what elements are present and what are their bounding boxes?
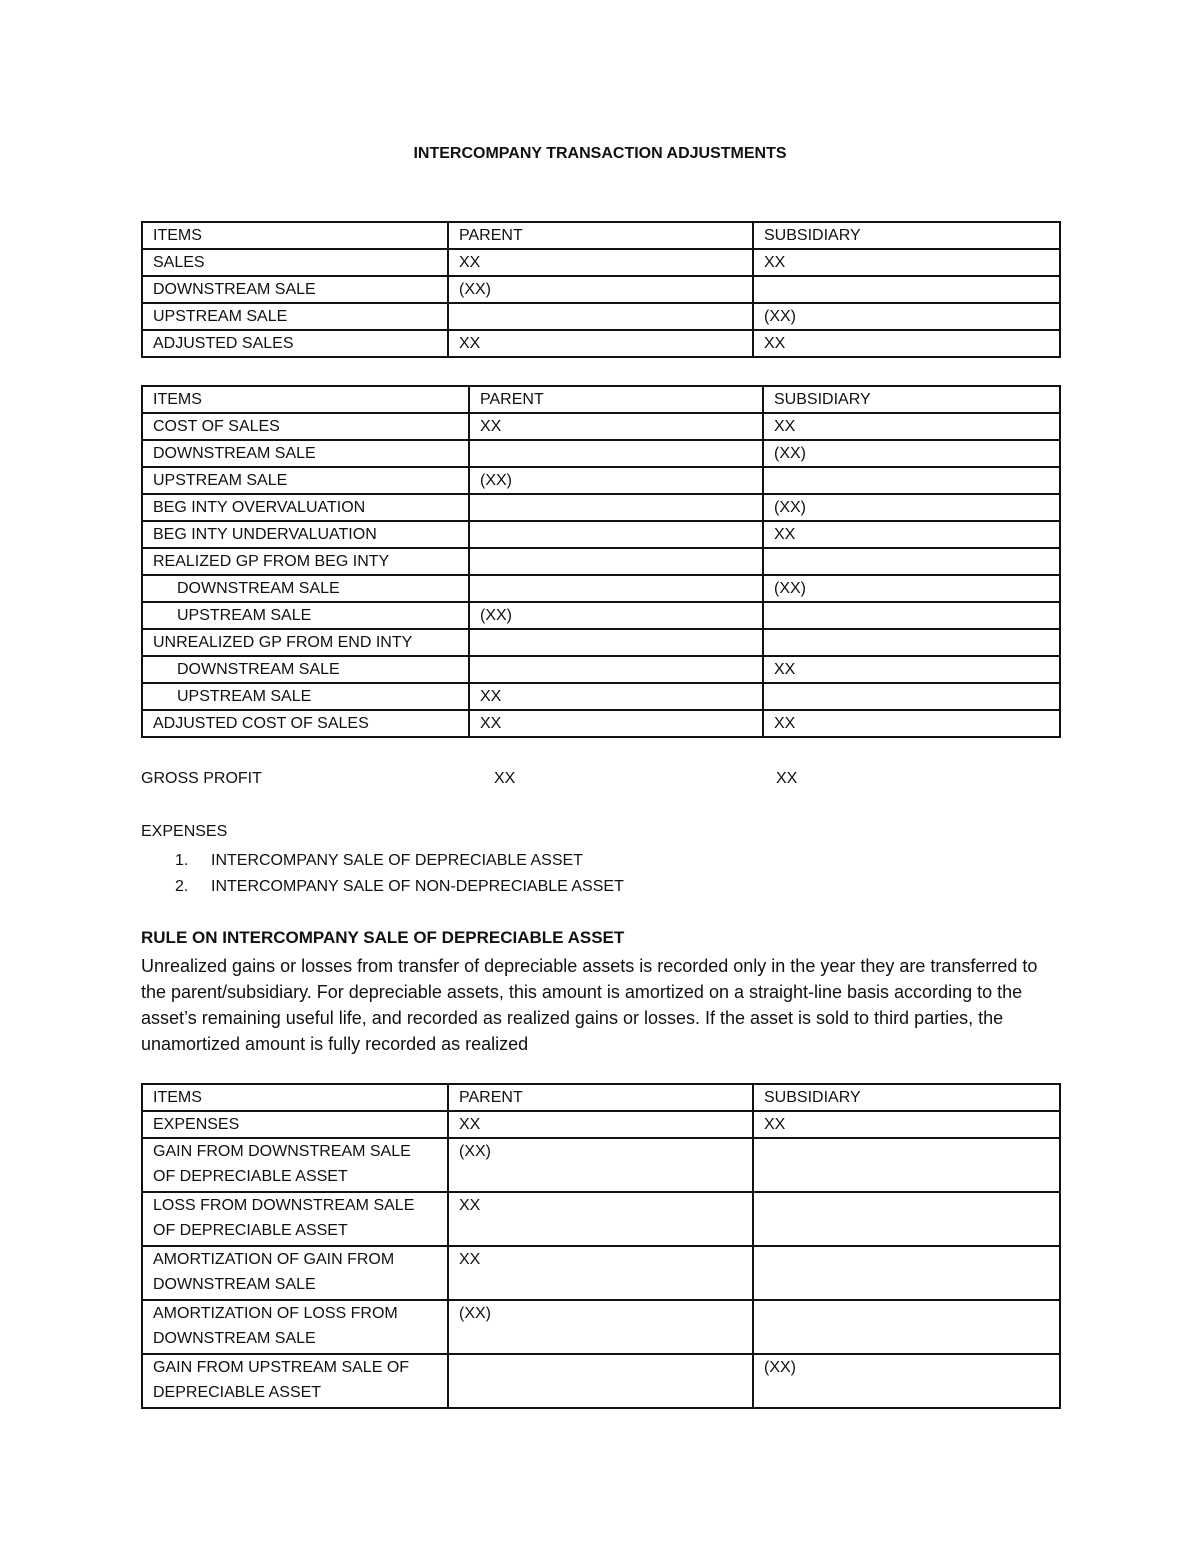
cell-subsidiary: [753, 276, 1060, 303]
rule-heading: RULE ON INTERCOMPANY SALE OF DEPRECIABLE ASSET: [141, 928, 625, 947]
cell-parent: (XX): [448, 1300, 753, 1354]
cell-subsidiary: [763, 629, 1060, 656]
table-row: [142, 249, 1060, 276]
sales-adjustment-table: [141, 221, 1061, 358]
cell-subsidiary: XX: [763, 413, 1060, 440]
cell-parent: XX: [448, 1192, 753, 1246]
cell-parent: (XX): [448, 1138, 753, 1192]
cell-parent: [448, 303, 753, 330]
header-items: ITEMS: [142, 1084, 448, 1111]
cell-subsidiary: [753, 1300, 1060, 1354]
header-subsidiary: SUBSIDIARY: [763, 386, 1060, 413]
cell-subsidiary: (XX): [763, 575, 1060, 602]
header-items: ITEMS: [142, 386, 469, 413]
table-row: [142, 330, 1060, 357]
table-row: [142, 1111, 1060, 1138]
table-row: [142, 683, 1060, 710]
cell-parent: [469, 494, 763, 521]
cell-item: DOWNSTREAM SALE: [142, 575, 469, 602]
table-row: [142, 494, 1060, 521]
cell-item: UPSTREAM SALE: [142, 467, 469, 494]
table-header-row: [142, 386, 1060, 413]
table-row: [142, 440, 1060, 467]
cell-subsidiary: [753, 1138, 1060, 1192]
cell-subsidiary: XX: [753, 249, 1060, 276]
cell-item: GAIN FROM DOWNSTREAM SALE OF DEPRECIABLE ASSET: [142, 1138, 448, 1192]
cell-item: REALIZED GP FROM BEG INTY: [142, 548, 469, 575]
cell-item: UPSTREAM SALE: [142, 683, 469, 710]
cell-parent: XX: [448, 330, 753, 357]
cell-parent: XX: [469, 413, 763, 440]
gross-profit-parent: XX: [494, 770, 516, 787]
cell-parent: [469, 548, 763, 575]
gross-profit-subsidiary: XX: [776, 770, 798, 787]
list-number: 1.: [175, 852, 189, 869]
cell-parent: [448, 1354, 753, 1408]
cell-subsidiary: [763, 602, 1060, 629]
table-row: [142, 548, 1060, 575]
cell-parent: (XX): [448, 276, 753, 303]
cell-item: COST OF SALES: [142, 413, 469, 440]
cell-parent: XX: [469, 683, 763, 710]
cell-item: UPSTREAM SALE: [142, 303, 448, 330]
table-row: [142, 575, 1060, 602]
document-title: INTERCOMPANY TRANSACTION ADJUSTMENTS: [413, 145, 787, 162]
cell-parent: [469, 440, 763, 467]
header-parent: PARENT: [448, 222, 753, 249]
cell-parent: XX: [448, 1111, 753, 1138]
list-item: [175, 848, 624, 874]
cell-subsidiary: [753, 1246, 1060, 1300]
cell-parent: XX: [448, 1246, 753, 1300]
cell-subsidiary: (XX): [753, 1354, 1060, 1408]
cell-parent: [469, 575, 763, 602]
cell-subsidiary: [763, 683, 1060, 710]
cell-parent: (XX): [469, 602, 763, 629]
cost-of-sales-adjustment-table: [141, 385, 1061, 738]
cell-subsidiary: XX: [763, 710, 1060, 737]
cell-item: ADJUSTED SALES: [142, 330, 448, 357]
cell-item: SALES: [142, 249, 448, 276]
table-row: [142, 1138, 1060, 1192]
cell-parent: [469, 521, 763, 548]
header-parent: PARENT: [448, 1084, 753, 1111]
list-item: [175, 874, 624, 900]
expenses-heading: EXPENSES: [141, 823, 228, 840]
cell-subsidiary: (XX): [763, 494, 1060, 521]
gross-profit-label: GROSS PROFIT: [141, 770, 262, 787]
list-text: INTERCOMPANY SALE OF NON-DEPRECIABLE ASSET: [211, 878, 624, 895]
header-items: ITEMS: [142, 222, 448, 249]
cell-item: AMORTIZATION OF GAIN FROM DOWNSTREAM SALE: [142, 1246, 448, 1300]
cell-parent: [469, 656, 763, 683]
list-text: INTERCOMPANY SALE OF DEPRECIABLE ASSET: [211, 852, 583, 869]
table-row: [142, 276, 1060, 303]
table-row: [142, 602, 1060, 629]
table-row: [142, 303, 1060, 330]
cell-item: AMORTIZATION OF LOSS FROM DOWNSTREAM SALE: [142, 1300, 448, 1354]
cell-item: BEG INTY UNDERVALUATION: [142, 521, 469, 548]
cell-subsidiary: XX: [763, 521, 1060, 548]
cell-subsidiary: (XX): [763, 440, 1060, 467]
cell-item: DOWNSTREAM SALE: [142, 656, 469, 683]
cell-subsidiary: [763, 467, 1060, 494]
list-number: 2.: [175, 878, 189, 895]
table-header-row: [142, 222, 1060, 249]
table-row: [142, 1246, 1060, 1300]
cell-subsidiary: [753, 1192, 1060, 1246]
table-row: [142, 467, 1060, 494]
cell-subsidiary: XX: [763, 656, 1060, 683]
expenses-adjustment-table: [141, 1083, 1061, 1409]
cell-subsidiary: XX: [753, 330, 1060, 357]
header-parent: PARENT: [469, 386, 763, 413]
cell-subsidiary: [763, 548, 1060, 575]
table-row: [142, 656, 1060, 683]
rule-paragraph: Unrealized gains or losses from transfer of depreciable assets is recorded only in the year they are transferred to the parent/subsidiary. For depreciable assets, this amount is amortized on a straight-line basis according to the asset’s remaining useful life, and recorded as realized gains or losses. If the asset is sold to third parties, the unamortized amount is fully recorded as realized: [141, 956, 1038, 1054]
cell-item: UNREALIZED GP FROM END INTY: [142, 629, 469, 656]
header-subsidiary: SUBSIDIARY: [753, 222, 1060, 249]
table-row: [142, 1354, 1060, 1408]
cell-parent: [469, 629, 763, 656]
table-row: [142, 521, 1060, 548]
cell-item: ADJUSTED COST OF SALES: [142, 710, 469, 737]
cell-item: LOSS FROM DOWNSTREAM SALE OF DEPRECIABLE ASSET: [142, 1192, 448, 1246]
cell-subsidiary: XX: [753, 1111, 1060, 1138]
cell-parent: (XX): [469, 467, 763, 494]
cell-item: DOWNSTREAM SALE: [142, 440, 469, 467]
table-row: [142, 1300, 1060, 1354]
cell-item: BEG INTY OVERVALUATION: [142, 494, 469, 521]
cell-item: DOWNSTREAM SALE: [142, 276, 448, 303]
cell-item: UPSTREAM SALE: [142, 602, 469, 629]
cell-item: GAIN FROM UPSTREAM SALE OF DEPRECIABLE ASSET: [142, 1354, 448, 1408]
table-row: [142, 1192, 1060, 1246]
table-header-row: [142, 1084, 1060, 1111]
expenses-list: [175, 848, 624, 900]
table-row: [142, 629, 1060, 656]
cell-parent: XX: [469, 710, 763, 737]
cell-parent: XX: [448, 249, 753, 276]
cell-subsidiary: (XX): [753, 303, 1060, 330]
table-row: [142, 413, 1060, 440]
header-subsidiary: SUBSIDIARY: [753, 1084, 1060, 1111]
table-row: [142, 710, 1060, 737]
cell-item: EXPENSES: [142, 1111, 448, 1138]
